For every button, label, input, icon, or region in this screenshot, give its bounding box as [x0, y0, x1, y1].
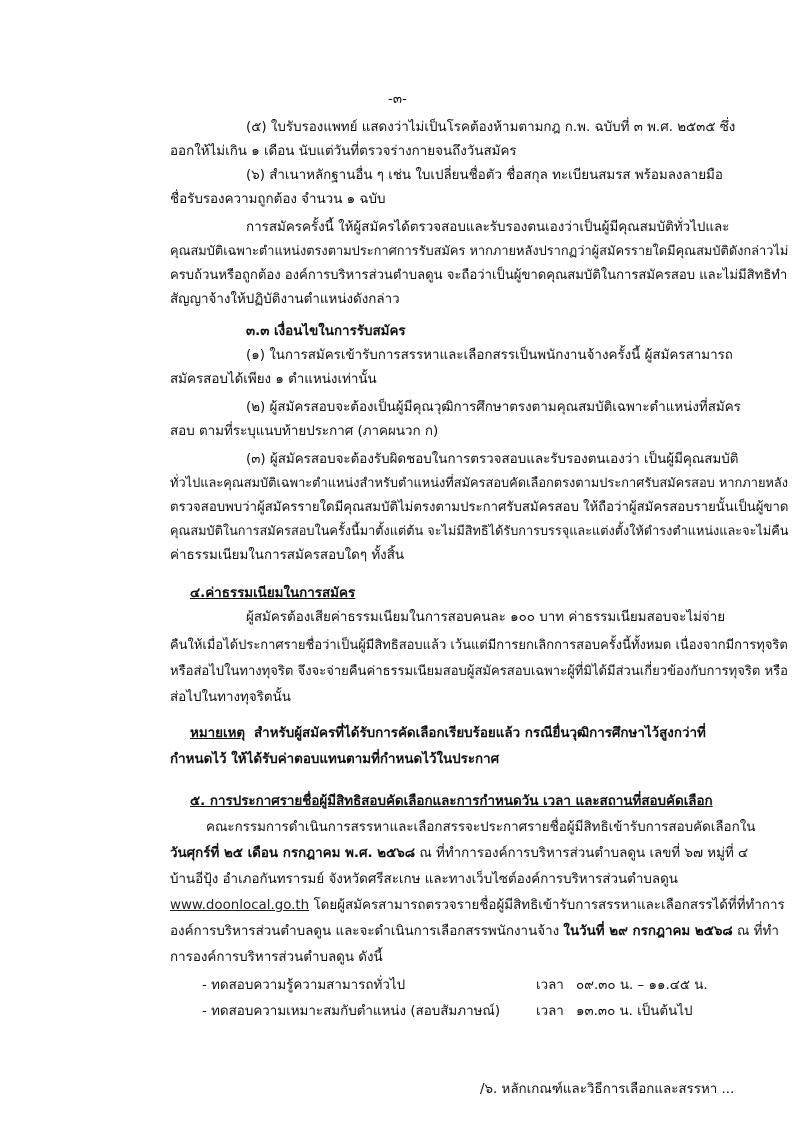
fee-line-4: ส่อไปในทางทุจริตนั้น — [170, 690, 291, 705]
cond-3-line-1: (๓) ผู้สมัครสอบจะต้องรับผิดชอบในการตรวจสอบและรับรองตนเองว่า เป็นผู้มีคุณสมบัติ — [246, 452, 739, 467]
fee-line-1: ผู้สมัครต้องเสียค่าธรรมเนียมในการสอบคนละ ๑๐๐ บาท ค่าธรรมเนียมสอบจะไม่จ่าย — [246, 610, 726, 625]
cond-3-line-2: ทั่วไปและคุณสมบัติเฉพาะตำแหน่งสำหรับตำแหน่งที่สมัครสอบคัดเลือกตรงตามประกาศรับสมัครสอบ หากภายหลัง — [170, 476, 789, 491]
s5-line-2 — [170, 844, 748, 864]
schedule-time-label-1: เวลา — [536, 978, 564, 993]
fee-line-3: หรือส่อไปในทางทุจริต จึงจะจ่ายคืนค่าธรรมเนียมสอบผู้สมัครสอบเฉพาะผู้ที่มิได้มีส่วนเกี่ยวข้องกับการทุจริต หรือ — [170, 664, 788, 679]
notice-line-2: คุณสมบัติเฉพาะตำแหน่งตรงตามประกาศการรับสมัคร หากภายหลังปรากฏว่าผู้สมัครรายใดมีคุณสมบัติดังกล่าวไม่ — [170, 244, 789, 259]
schedule-time-2: ๑๓.๓๐ น. เป็นต้นไป — [576, 1004, 693, 1019]
cond-3-line-3: ตรวจสอบพบว่าผู้สมัครรายใดมีคุณสมบัติไม่ตรงตามประกาศรับสมัครสอบ ให้ถือว่าผู้สมัครสอบรายนั้นเป็นผู้ขาด — [170, 500, 789, 515]
schedule-time-label-2: เวลา — [536, 1004, 564, 1019]
remark-line-2: กำหนดไว้ ให้ได้รับค่าตอบแทนตามที่กำหนดไว้ในประกาศ — [170, 752, 500, 767]
notice-line-4: สัญญาจ้างให้ปฏิบัติงานตำแหน่งดังกล่าว — [170, 292, 400, 307]
schedule-item-2: - ทดสอบความเหมาะสมกับตำแหน่ง (สอบสัมภาษณ์) — [202, 1004, 501, 1019]
cond-2-line-1: (๒) ผู้สมัครสอบจะต้องเป็นผู้มีคุณวุฒิการศึกษาตรงตามคุณสมบัติเฉพาะตำแหน่งที่สมัคร — [246, 400, 741, 415]
website-link[interactable]: www.doonlocal.go.th — [170, 898, 310, 913]
continuation-note: /๖. หลักเกณฑ์และวิธีการเลือกและสรรหา ... — [480, 1082, 735, 1097]
announce-date: วันศุกร์ที่ ๒๕ เดือน กรกฎาคม พ.ศ. ๒๕๖๘ — [170, 846, 416, 861]
item-5-line-2: ออกให้ไม่เกิน ๑ เดือน นับแต่วันที่ตรวจร่างกายจนถึงวันสมัคร — [170, 144, 517, 159]
s5-line-3: บ้านอีปุ้ง อำเภอกันทรารมย์ จังหวัดศรีสะเกษ และทางเว็บไซต์องค์การบริหารส่วนตำบลดูน — [170, 872, 678, 887]
section-5-title: ๕. การประกาศรายชื่อผู้มีสิทธิสอบคัดเลือกและการกำหนดวัน เวลา และสถานที่สอบคัดเลือก — [190, 794, 713, 809]
remark-label: หมายเหตุ — [190, 726, 246, 741]
s5-line-1: คณะกรรมการดำเนินการสรรหาและเลือกสรรจะประกาศรายชื่อผู้มีสิทธิเข้ารับการสอบคัดเลือกใน — [206, 820, 756, 835]
schedule-time-1: ๐๙.๓๐ น. – ๑๑.๔๕ น. — [576, 978, 708, 993]
s5-line-5-a: องค์การบริหารส่วนตำบลดูน และจะดำเนินการเลือกสรรพนักงานจ้าง — [170, 924, 560, 939]
schedule-item-1: - ทดสอบความรู้ความสามารถทั่วไป — [202, 978, 406, 993]
s5-line-4 — [170, 896, 785, 916]
cond-1-line-1: (๑) ในการสมัครเข้ารับการสรรหาและเลือกสรรเป็นพนักงานจ้างครั้งนี้ ผู้สมัครสามารถ — [246, 348, 733, 363]
item-6-line-1: (๖) สำเนาหลักฐานอื่น ๆ เช่น ใบเปลี่ยนชื่อตัว ชื่อสกุล ทะเบียนสมรส พร้อมลงลายมือ — [246, 168, 723, 183]
selection-date: ในวันที่ ๒๙ กรกฎาคม ๒๕๖๘ — [563, 924, 733, 939]
remark-line-1: สำหรับผู้สมัครที่ได้รับการคัดเลือกเรียบร้อยแล้ว กรณียื่นวุฒิการศึกษาไว้สูงกว่าที่ — [254, 726, 706, 741]
page-number: -๓- — [388, 92, 407, 107]
s5-line-6: การองค์การบริหารส่วนตำบลดูน ดังนี้ — [170, 950, 383, 965]
item-6-line-2: ชื่อรับรองความถูกต้อง จำนวน ๑ ฉบับ — [170, 192, 386, 207]
cond-2-line-2: สอบ ตามที่ระบุแนบท้ายประกาศ (ภาคผนวก ก) — [170, 424, 439, 439]
notice-line-3: ครบถ้วนหรือถูกต้อง องค์การบริหารส่วนตำบลดูน จะถือว่าเป็นผู้ขาดคุณสมบัติในการสมัครสอบ และไม่มีสิทธิทำ — [170, 268, 788, 283]
s5-line-4-rest: โดยผู้สมัครสามารถตรวจรายชื่อผู้มีสิทธิเข้ารับการสรรหาและเลือกสรรได้ที่ที่ทำการ — [313, 898, 785, 913]
section-4-title: ๔.ค่าธรรมเนียมในการสมัคร — [190, 586, 356, 601]
cond-3-line-4: คุณสมบัติในการสมัครสอบในครั้งนี้มาตั้งแต่ต้น จะไม่มีสิทธิได้รับการบรรจุและแต่งตั้งให้ดำรงตำแหน่งและจะไม่คืน — [170, 524, 789, 539]
announce-place: ณ ที่ทำการองค์การบริหารส่วนตำบลดูน เลขที่ ๖๗ หมู่ที่ ๔ — [419, 846, 749, 861]
item-5-line-1: (๕) ใบรับรองแพทย์ แสดงว่าไม่เป็นโรคต้องห้ามตามกฎ ก.พ. ฉบับที่ ๓ พ.ศ. ๒๕๓๕ ซึ่ง — [246, 120, 736, 135]
fee-line-2: คืนให้เมื่อได้ประกาศรายชื่อว่าเป็นผู้มีสิทธิสอบแล้ว เว้นแต่มีการยกเลิกการสอบครั้งนี้ทั้งหมด เนื่องจากมีการทุจริต — [170, 638, 788, 653]
cond-1-line-2: สมัครสอบได้เพียง ๑ ตำแหน่งเท่านั้น — [170, 372, 377, 387]
s5-line-5-b: ณ ที่ทำ — [736, 924, 779, 939]
s5-line-5 — [170, 922, 779, 942]
cond-3-line-5: ค่าธรรมเนียมในการสมัครสอบใดๆ ทั้งสิ้น — [170, 548, 405, 563]
section-3-3-title: ๓.๓ เงื่อนไขในการรับสมัคร — [246, 324, 406, 339]
notice-line-1: การสมัครครั้งนี้ ให้ผู้สมัครได้ตรวจสอบและรับรองตนเองว่าเป็นผู้มีคุณสมบัติทั่วไปและ — [246, 220, 730, 235]
